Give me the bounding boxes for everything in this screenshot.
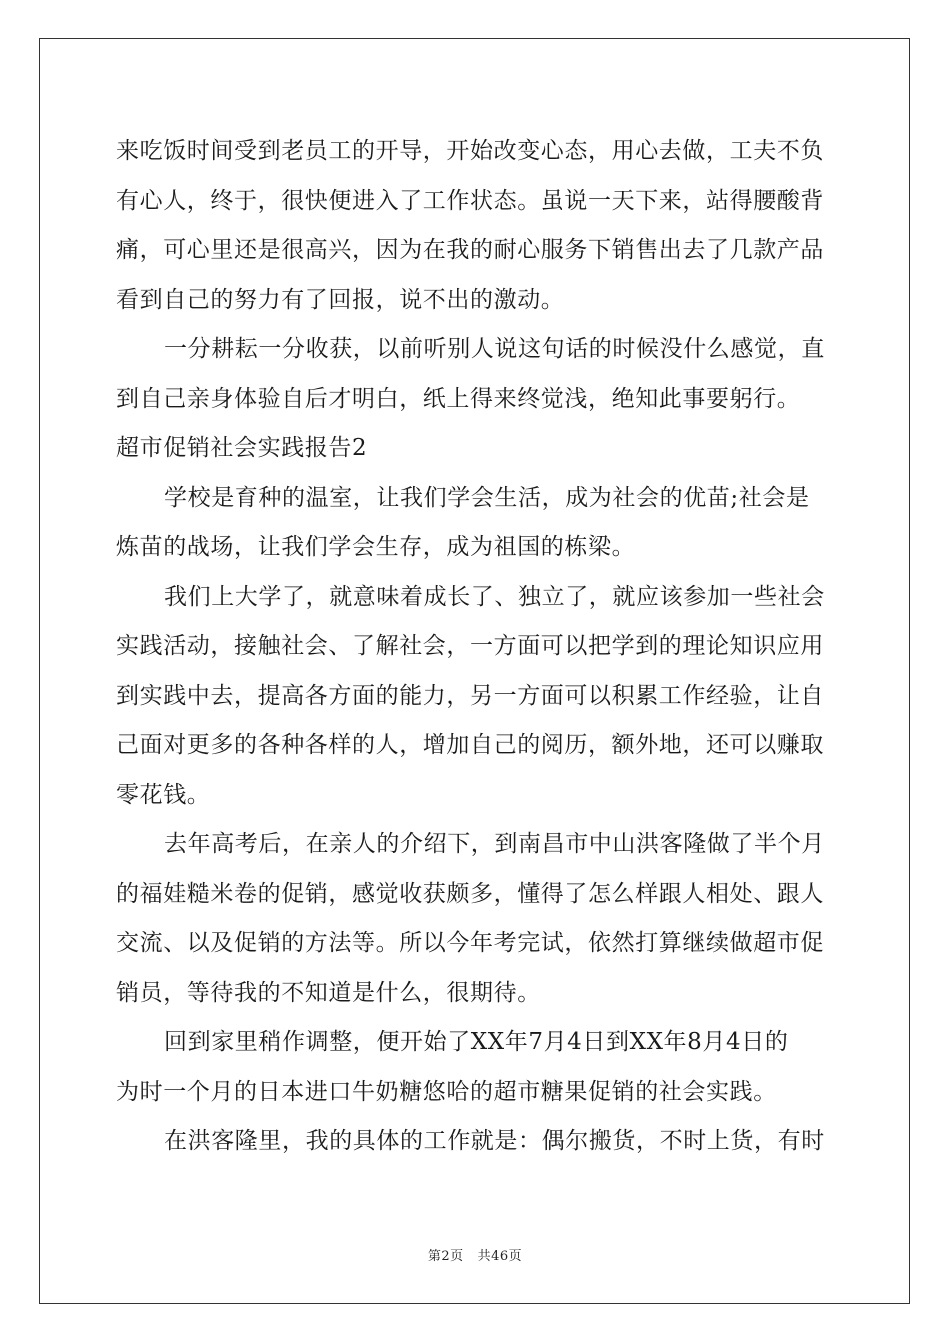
text-line: 来吃饭时间受到老员工的开导，开始改变心态，用心去做，工夫不负 xyxy=(116,138,824,164)
text-line: 实践活动，接触社会、了解社会，一方面可以把学到的理论知识应用 xyxy=(116,633,824,659)
text-line: 己面对更多的各种各样的人，增加自己的阅历，额外地，还可以赚取 xyxy=(116,732,824,758)
text-line: 交流、以及促销的方法等。所以今年考完试，依然打算继续做超市促 xyxy=(116,930,824,956)
paragraph-first-line: 一分耕耘一分收获，以前听别人说这句话的时候没什么感觉，直 xyxy=(164,336,825,362)
text-line: 看到自己的努力有了回报，说不出的激动。 xyxy=(116,286,565,313)
document-body xyxy=(116,127,836,1167)
text-line: 销员，等待我的不知道是什么，很期待。 xyxy=(116,979,541,1006)
text-line: 痛，可心里还是很高兴，因为在我的耐心服务下销售出去了几款产品 xyxy=(116,237,824,263)
paragraph-first-line: 我们上大学了，就意味着成长了、独立了，就应该参加一些社会 xyxy=(164,583,825,610)
text-line: 到自己亲身体验自后才明白，纸上得来终觉浅，绝知此事要躬行。 xyxy=(116,385,801,412)
paragraph-first-line: 回到家里稍作调整，便开始了XX年7月4日到XX年8月4日的 xyxy=(164,1029,789,1055)
page-number: 第2页 xyxy=(427,1249,464,1264)
text-line: 的福娃糙米卷的促销，感觉收获颇多，懂得了怎么样跟人相处、跟人 xyxy=(116,880,824,907)
text-line: 为时一个月的日本进口牛奶糖悠哈的超市糖果促销的社会实践。 xyxy=(116,1078,777,1105)
paragraph-first-line: 学校是育种的温室，让我们学会生活，成为社会的优苗;社会是 xyxy=(164,484,810,511)
text-line: 到实践中去，提高各方面的能力，另一方面可以积累工作经验，让自 xyxy=(116,682,824,709)
text-line: 有心人，终于，很快便进入了工作状态。虽说一天下来，站得腰酸背 xyxy=(116,187,824,214)
page-total: 共46页 xyxy=(477,1249,523,1264)
page-footer xyxy=(0,1245,950,1264)
paragraph-first-line: 在洪客隆里，我的具体的工作就是：偶尔搬货，不时上货，有时 xyxy=(164,1128,825,1154)
section-heading: 超市促销社会实践报告2 xyxy=(116,435,368,461)
text-line: 零花钱。 xyxy=(116,781,211,808)
text-line: 炼苗的战场，让我们学会生存，成为祖国的栋梁。 xyxy=(116,534,636,560)
paragraph-first-line: 去年高考后，在亲人的介绍下，到南昌市中山洪客隆做了半个月 xyxy=(164,831,825,857)
